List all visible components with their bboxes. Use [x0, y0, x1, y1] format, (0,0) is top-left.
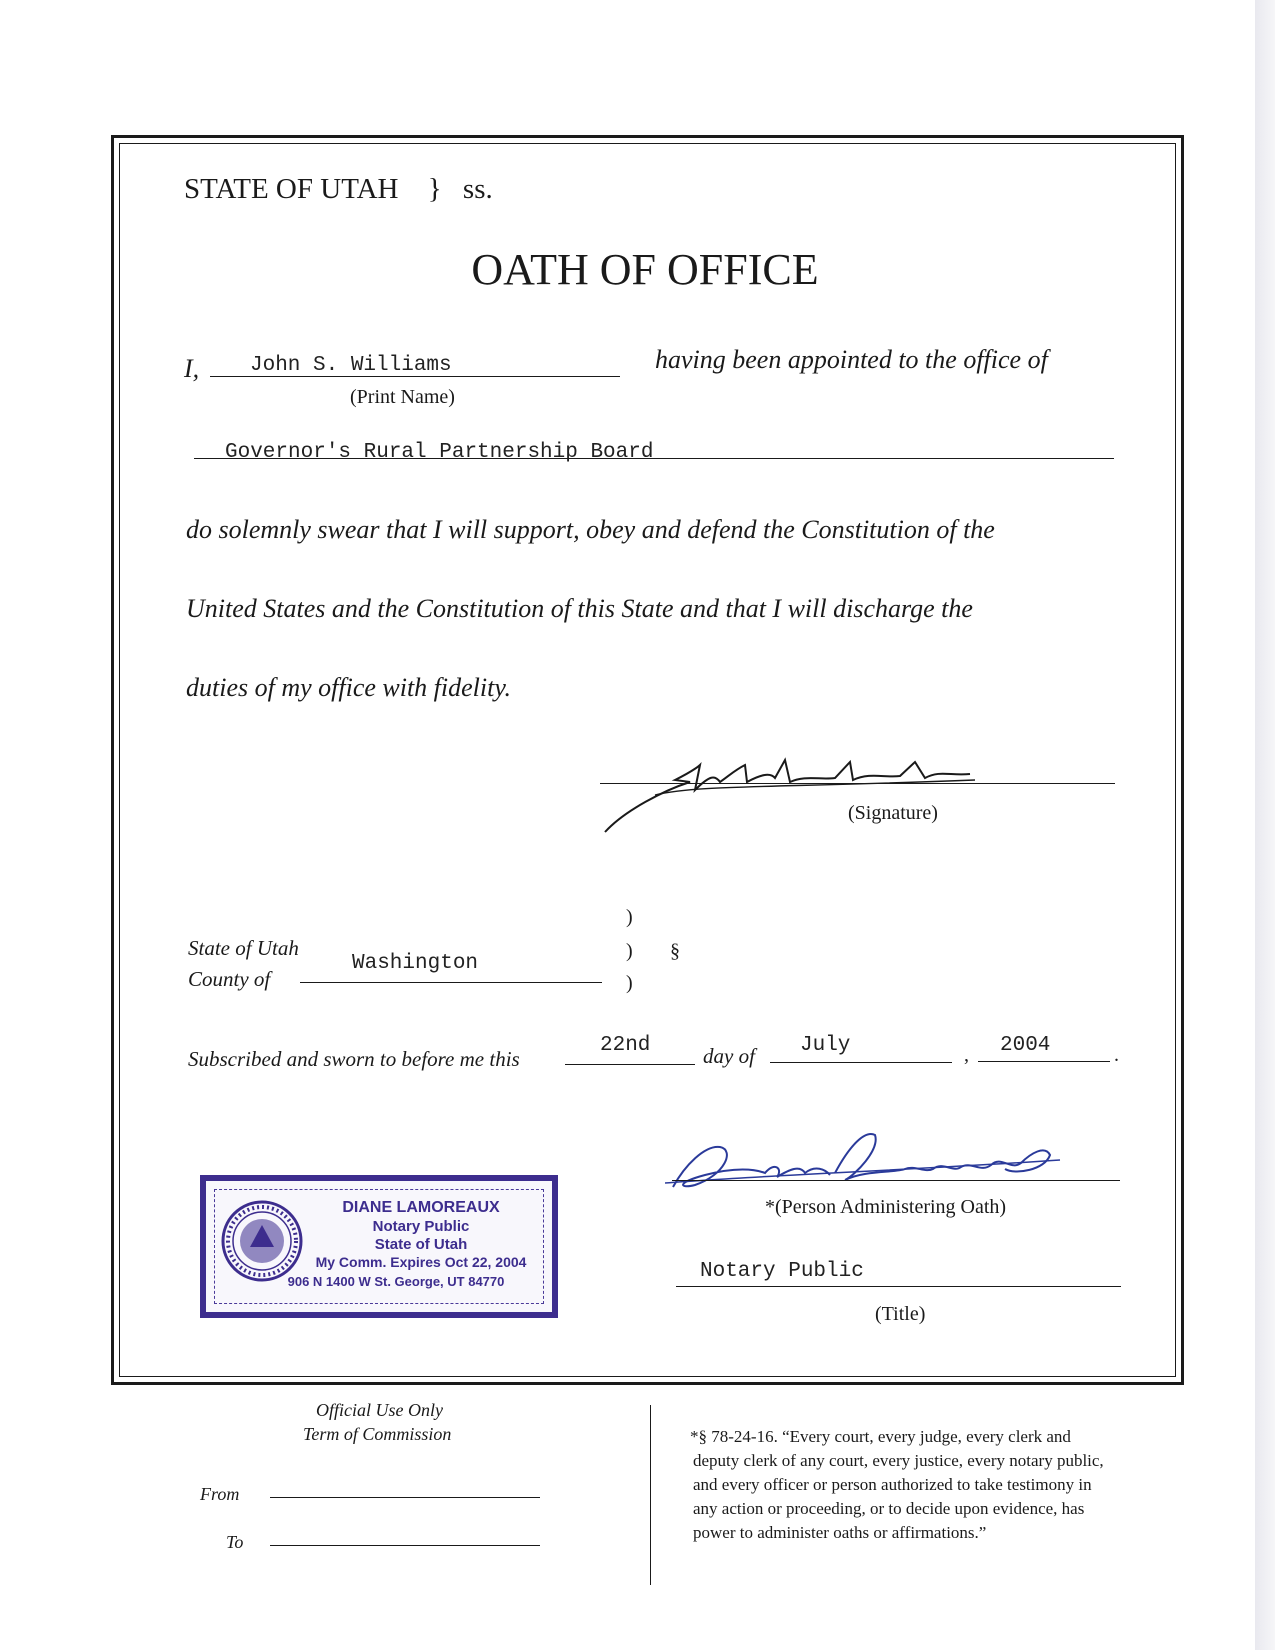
stamp-line-3: State of Utah [374, 1236, 468, 1253]
signature-caption: (Signature) [848, 802, 938, 824]
office-value[interactable]: Governor's Rural Partnership Board [225, 441, 654, 464]
print-name-caption: (Print Name) [350, 386, 455, 408]
footnote-line-1: *§ 78-24-16. “Every court, every judge, every clerk and [690, 1427, 1071, 1446]
oath-text-line-3: duties of my office with fidelity. [186, 673, 511, 702]
ss-label: ss. [462, 173, 493, 205]
stamp-line-5: 906 N 1400 W St. George, UT 84770 [287, 1274, 505, 1289]
ss-brace: } [427, 173, 442, 205]
date-comma: , [964, 1044, 969, 1066]
section-divider [650, 1405, 651, 1585]
footnote-line-2: deputy clerk of any court, every justice, every notary public, [693, 1451, 1104, 1470]
venue-state-label: State of Utah [188, 936, 299, 960]
from-line[interactable] [270, 1497, 540, 1498]
term-of-commission-heading: Term of Commission [303, 1424, 452, 1444]
print-name-line [210, 376, 620, 377]
oath-text-line-2: United States and the Constitution of this State and that I will discharge the [186, 594, 973, 623]
section-mark: § [670, 940, 680, 962]
day-line [565, 1064, 695, 1065]
state-seal-icon [220, 1199, 304, 1283]
oath-text-line-1: do solemnly swear that I will support, obey and defend the Constitution of the [186, 515, 995, 544]
state-label: STATE OF UTAH [184, 173, 399, 205]
from-label: From [200, 1484, 240, 1504]
venue-paren-3: ) [626, 972, 633, 994]
day-of-label: day of [703, 1044, 755, 1068]
office-line [194, 458, 1114, 459]
subscribed-prefix: Subscribed and sworn to before me this [188, 1047, 520, 1071]
county-line [300, 982, 602, 983]
notary-signature [665, 1125, 1065, 1205]
county-value[interactable]: Washington [352, 952, 479, 975]
oath-prefix: I, [184, 354, 200, 383]
date-period: . [1114, 1044, 1119, 1066]
stamp-name: DIANE LAMOREAUX [342, 1199, 500, 1216]
venue-paren-1: ) [626, 906, 633, 928]
signature-line [600, 783, 1115, 784]
print-name-value[interactable]: John S. Williams [250, 354, 452, 377]
notary-title-caption: (Title) [875, 1303, 926, 1325]
stamp-line-2: Notary Public [372, 1218, 470, 1235]
year-line [978, 1061, 1110, 1062]
year-value[interactable]: 2004 [1000, 1034, 1051, 1057]
appointed-text: having been appointed to the office of [655, 345, 1048, 374]
page-title: OATH OF OFFICE [471, 245, 819, 294]
oath-taker-signature [595, 750, 995, 840]
administering-caption: *(Person Administering Oath) [765, 1196, 1007, 1218]
venue-county-label: County of [188, 967, 271, 991]
notary-title-value[interactable]: Notary Public [700, 1260, 864, 1283]
month-value[interactable]: July [800, 1034, 851, 1057]
state-heading [184, 173, 493, 206]
notary-signature-line [672, 1180, 1120, 1181]
notary-stamp [200, 1175, 558, 1318]
footnote-line-3: and every officer or person authorized to take testimony in [693, 1475, 1092, 1494]
stamp-line-4: My Comm. Expires Oct 22, 2004 [315, 1254, 527, 1270]
month-line [770, 1062, 952, 1063]
footnote-line-5: power to administer oaths or affirmations.” [693, 1523, 987, 1542]
day-value[interactable]: 22nd [600, 1034, 651, 1057]
to-label: To [226, 1532, 244, 1552]
official-use-heading: Official Use Only [316, 1400, 443, 1420]
venue-paren-2: ) [626, 940, 633, 962]
to-line[interactable] [270, 1545, 540, 1546]
notary-title-line [676, 1286, 1121, 1287]
footnote-line-4: any action or proceeding, or to decide upon evidence, has [693, 1499, 1085, 1518]
